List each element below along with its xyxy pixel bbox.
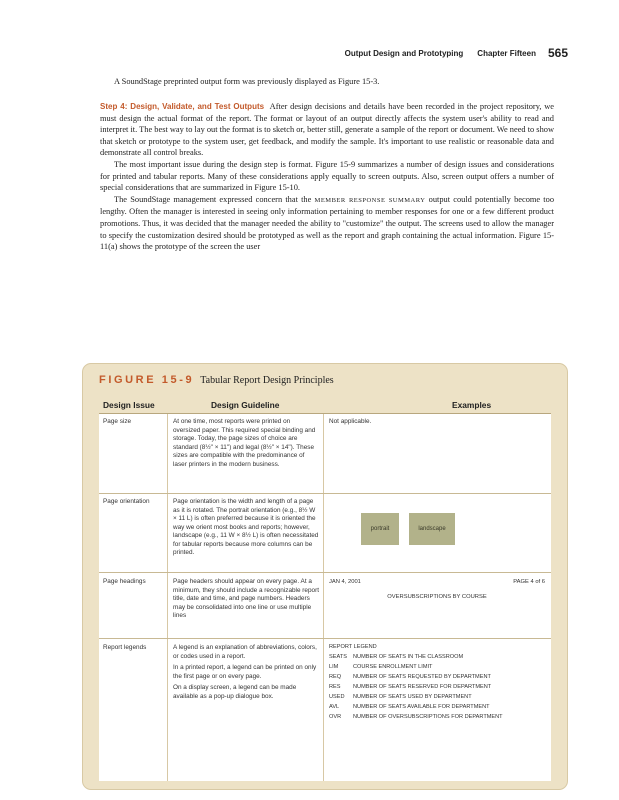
paragraph-4-end: output could potentially become too lengthy. Often the manager is interested in seeing only information pertaining to member responses for one or a few different product promotions. Thus, it was decided that the manager needed the ability to "customize" the output. The screens used to allow the manager to specify the customization desired should be prototyped as well as the report and graph containing the actual information. Figure 15-11(a) shows the prototype of the screen the user <box>100 194 555 252</box>
paragraph-4-start: The SoundStage management expressed concern that the <box>114 194 312 204</box>
legend-title: REPORT LEGEND <box>329 644 377 650</box>
legend-row: RES NUMBER OF SEATS RESERVED FOR DEPARTMENT <box>329 684 492 690</box>
legend-row: OVR NUMBER OF OVERSUBSCRIPTIONS FOR DEPARTMENT <box>329 714 503 720</box>
issue-report-legends: Report legends <box>103 644 147 651</box>
row-divider <box>99 572 551 573</box>
legend-guideline-3: On a display screen, a legend can be made available as a pop-up dialogue box. <box>173 684 297 700</box>
issue-page-orientation: Page orientation <box>103 498 150 505</box>
column-divider <box>323 413 324 781</box>
row-divider <box>99 638 551 639</box>
guideline-page-headings: Page headers should appear on every page. At a minimum, they should include a recognizable report title, date and time, and page numbers. Headers may be consolidated into one line or use multiple lines <box>173 578 319 619</box>
running-head-chapter: Chapter Fifteen <box>477 49 536 58</box>
legend-row: USED NUMBER OF SEATS USED BY DEPARTMENT <box>329 694 472 700</box>
legend-row: SEATS NUMBER OF SEATS IN THE CLASSROOM <box>329 654 464 660</box>
issue-page-size: Page size <box>103 418 132 425</box>
body-text-main <box>100 101 554 253</box>
figure-caption: Tabular Report Design Principles <box>200 375 334 386</box>
paragraph-1: A SoundStage preprinted output form was previously displayed as Figure 15-3. <box>114 77 380 86</box>
body-text <box>100 76 554 88</box>
row-divider <box>99 493 551 494</box>
step-heading: Step 4: Design, Validate, and Test Outputs <box>100 102 265 111</box>
legend-row: AVL NUMBER OF SEATS AVAILABLE FOR DEPARTMENT <box>329 704 490 710</box>
legend-guideline-2: In a printed report, a legend can be printed on only the first page or on every page. <box>173 664 317 680</box>
column-divider <box>167 413 168 781</box>
portrait-example: portrait <box>361 513 399 545</box>
paragraph-2 <box>100 101 554 159</box>
guideline-report-legends <box>173 644 319 704</box>
running-head <box>0 46 568 60</box>
figure-title <box>99 374 334 386</box>
example-report-title: OVERSUBSCRIPTIONS BY COURSE <box>387 594 487 600</box>
guideline-page-size: At one time, most reports were printed on oversized paper. This required special binding and storage. Today, the page sizes of choice are standard (8½" × 11") and legal (8½" × 14"). These sizes are compatible with the predominance of laser printers in the modern business. <box>173 418 316 468</box>
design-table <box>99 397 551 781</box>
paragraph-2-text: After design decisions and details have been recorded in the project repository, we must design the actual format of the report. The format or layout of an output directly affects the system user's ability to read and interpret it. The best way to lay out the format is to sketch or, better still, generate a sample of the report or document. We need to show that sketch or prototype to the system user, get feedback, and modify the sample. It's important to use realistic or reasonable data and demonstrate all control breaks. <box>100 102 555 158</box>
page-number: 565 <box>547 46 568 60</box>
paragraph-4 <box>100 194 554 253</box>
figure-15-9 <box>82 363 568 790</box>
example-page-size: Not applicable. <box>329 418 372 425</box>
legend-guideline-1: A legend is an explanation of abbreviations, colors, or codes used in a report. <box>173 644 317 660</box>
header-design-issue: Design Issue <box>103 400 155 410</box>
table-header <box>99 397 551 413</box>
issue-page-headings: Page headings <box>103 578 146 585</box>
legend-row: REQ NUMBER OF SEATS REQUESTED BY DEPARTMENT <box>329 674 491 680</box>
example-date: JAN 4, 2001 <box>329 579 361 585</box>
header-rule <box>99 413 551 414</box>
running-head-section: Output Design and Prototyping <box>344 49 464 58</box>
member-response-summary: MEMBER RESPONSE SUMMARY <box>314 196 426 204</box>
legend-row: LIM COURSE ENROLLMENT LIMIT <box>329 664 433 670</box>
paragraph-3: The most important issue during the design step is format. Figure 15-9 summarizes a number of design issues and considerations for printed and tabular reports. Many of these considerations apply equally to screen outputs. Also, screen output offers a number of special considerations that are summarized in Figure 15-10. <box>100 159 554 193</box>
landscape-example: landscape <box>409 513 455 545</box>
guideline-page-orientation: Page orientation is the width and length of a page as it is rotated. The portrait orientation (e.g., 8½ W × 11 L) is often preferred because it is oriented the way we orient most books and reports; however, landscape (e.g., 11 W × 8½ L) is often necessitated for tabular reports because more columns can be printed. <box>173 498 319 556</box>
example-page-number: PAGE 4 of 6 <box>513 579 545 585</box>
figure-label: FIGURE 15-9 <box>99 374 195 386</box>
legend-example <box>329 644 547 724</box>
header-examples: Examples <box>452 400 492 410</box>
header-design-guideline: Design Guideline <box>211 400 280 410</box>
